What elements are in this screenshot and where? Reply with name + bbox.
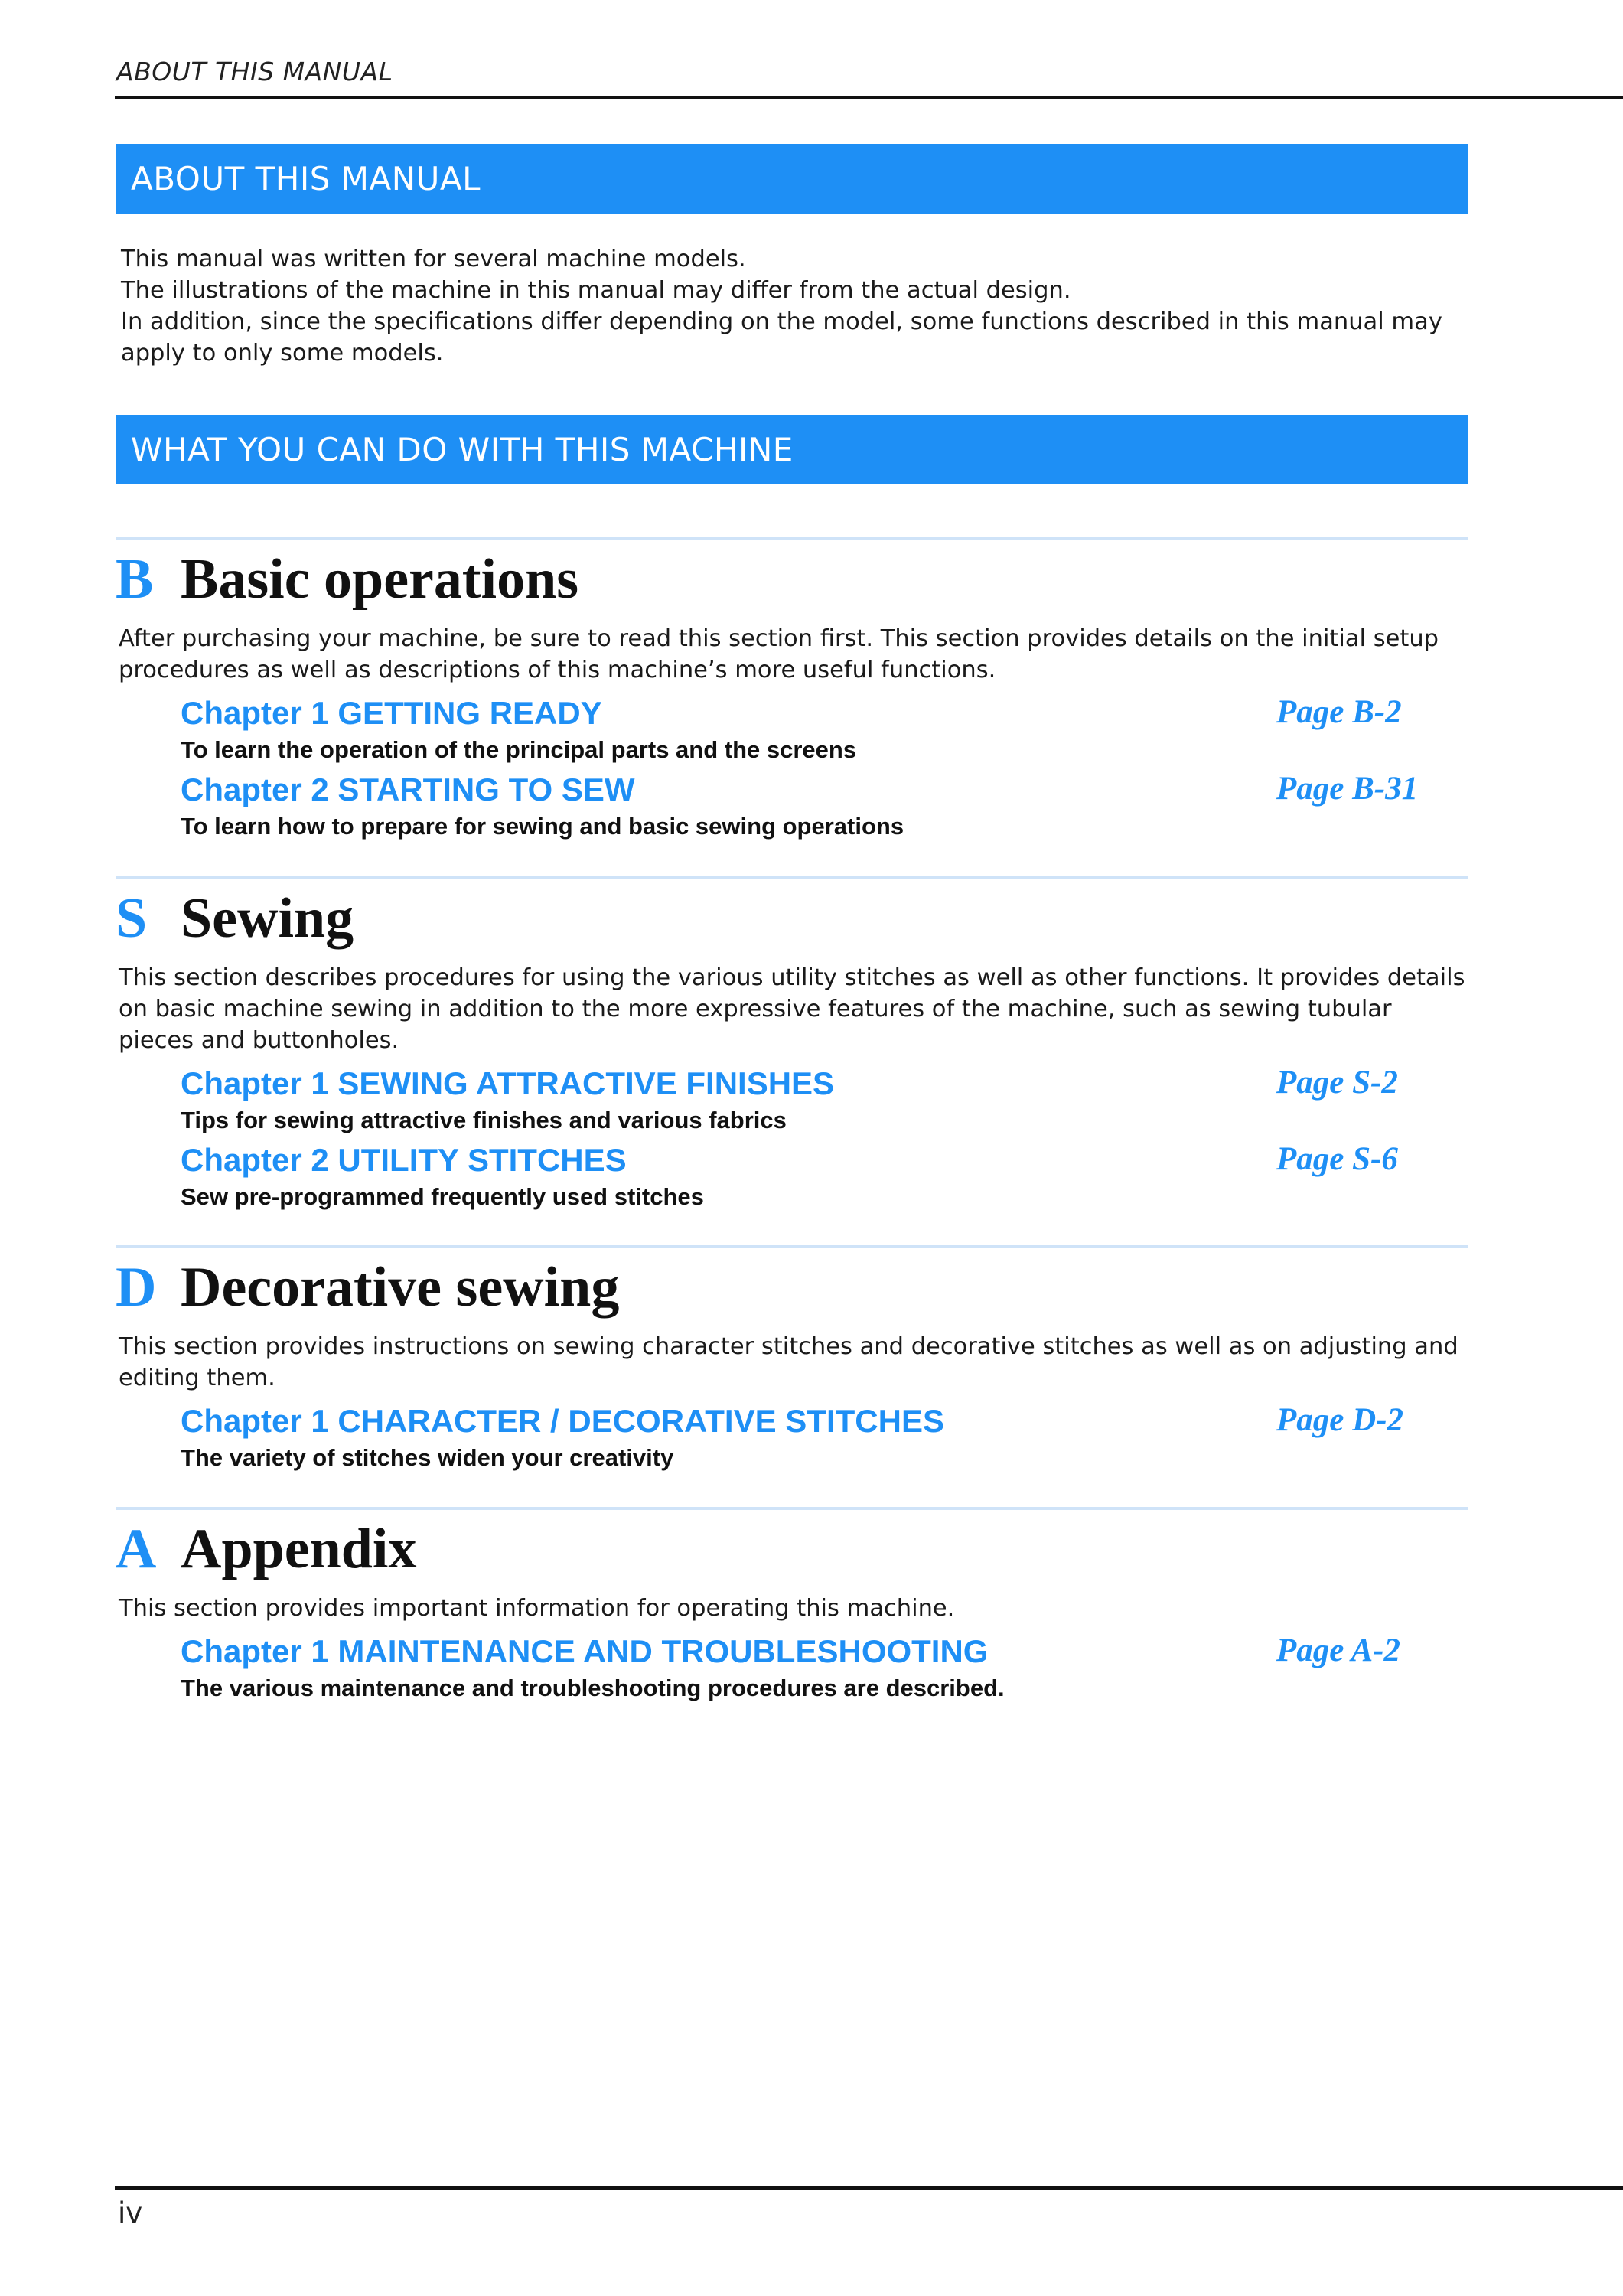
- section-appendix: [116, 1507, 1470, 1705]
- page-number: iv: [118, 2197, 143, 2229]
- section-heading: [116, 1515, 1470, 1583]
- chapter-entry[interactable]: [181, 1629, 1470, 1705]
- intro-line-2: The illustrations of the machine in this manual may differ from the actual design.: [121, 277, 1071, 304]
- running-header: ABOUT THIS MANUAL: [116, 57, 393, 86]
- chapter-title[interactable]: Chapter 2 UTILITY STITCHES: [181, 1142, 627, 1178]
- section-letter: B: [116, 548, 154, 611]
- section-title: Basic operations: [181, 548, 579, 611]
- chapter-description: Sew pre-programmed frequently used stitches: [181, 1183, 704, 1210]
- section-title: Decorative sewing: [181, 1256, 620, 1319]
- chapter-description: To learn how to prepare for sewing and basic sewing operations: [181, 813, 904, 840]
- section-sewing: [116, 876, 1470, 1214]
- chapter-page-link[interactable]: Page B-2: [1276, 694, 1402, 730]
- section-letter: D: [116, 1256, 157, 1319]
- chapter-entry[interactable]: [181, 1137, 1470, 1214]
- chapter-description: To learn the operation of the principal parts and the screens: [181, 736, 857, 763]
- section-heading: [116, 884, 1470, 953]
- section-heading: [116, 1253, 1470, 1322]
- chapter-description: The variety of stitches widen your creativity: [181, 1444, 674, 1471]
- section-title: Appendix: [181, 1518, 417, 1580]
- section-description: This section provides instructions on sewing character stitches and decorative stitches as well as on adjusting and editing them.: [119, 1333, 1458, 1391]
- chapter-title[interactable]: Chapter 1 MAINTENANCE AND TROUBLESHOOTING: [181, 1633, 989, 1669]
- chapter-title[interactable]: Chapter 1 CHARACTER / DECORATIVE STITCHES: [181, 1403, 944, 1439]
- section-basic-operations: [116, 537, 1470, 843]
- section-letter: S: [116, 887, 148, 950]
- chapter-page-link[interactable]: Page S-6: [1276, 1141, 1398, 1177]
- chapter-entry[interactable]: [181, 1398, 1470, 1475]
- banner-what-you-can-do: WHAT YOU CAN DO WITH THIS MACHINE: [116, 415, 1468, 484]
- header-rule: [115, 96, 1623, 99]
- section-decorative-sewing: [116, 1245, 1470, 1475]
- section-rule: [116, 876, 1468, 879]
- intro-line-1: This manual was written for several machine models.: [121, 246, 746, 272]
- chapter-title[interactable]: Chapter 1 SEWING ATTRACTIVE FINISHES: [181, 1065, 835, 1101]
- section-description: After purchasing your machine, be sure to read this section first. This section provides details on the initial setup procedures as well as descriptions of this machine’s more useful functions.: [119, 625, 1439, 683]
- section-description: This section provides important information for operating this machine.: [119, 1595, 955, 1622]
- intro-text: [121, 243, 1475, 369]
- section-title: Sewing: [181, 887, 354, 950]
- chapter-page-link[interactable]: Page B-31: [1276, 771, 1419, 807]
- chapter-entry[interactable]: [181, 690, 1470, 767]
- chapter-page-link[interactable]: Page S-2: [1276, 1065, 1398, 1101]
- chapter-title[interactable]: Chapter 1 GETTING READY: [181, 695, 602, 731]
- chapter-title[interactable]: Chapter 2 STARTING TO SEW: [181, 771, 635, 807]
- footer-rule: [115, 2186, 1623, 2190]
- section-rule: [116, 537, 1468, 540]
- chapter-entry[interactable]: [181, 767, 1470, 843]
- chapter-description: The various maintenance and troubleshooting procedures are described.: [181, 1675, 1005, 1701]
- section-description: This section describes procedures for using the various utility stitches as well as other functions. It provides details on basic machine sewing in addition to the more expressive features of the machine, such as sewing tubular pieces and buttonholes.: [119, 964, 1465, 1054]
- banner-about-this-manual: ABOUT THIS MANUAL: [116, 144, 1468, 214]
- chapter-description: Tips for sewing attractive finishes and various fabrics: [181, 1107, 787, 1133]
- section-letter: A: [116, 1518, 157, 1580]
- chapter-page-link[interactable]: Page D-2: [1276, 1402, 1403, 1438]
- section-rule: [116, 1245, 1468, 1248]
- chapter-entry[interactable]: [181, 1061, 1470, 1137]
- section-rule: [116, 1507, 1468, 1510]
- section-heading: [116, 545, 1470, 614]
- chapter-page-link[interactable]: Page A-2: [1276, 1632, 1401, 1668]
- intro-line-3: In addition, since the specifications differ depending on the model, some functions described in this manual may apply to only some models.: [121, 308, 1442, 367]
